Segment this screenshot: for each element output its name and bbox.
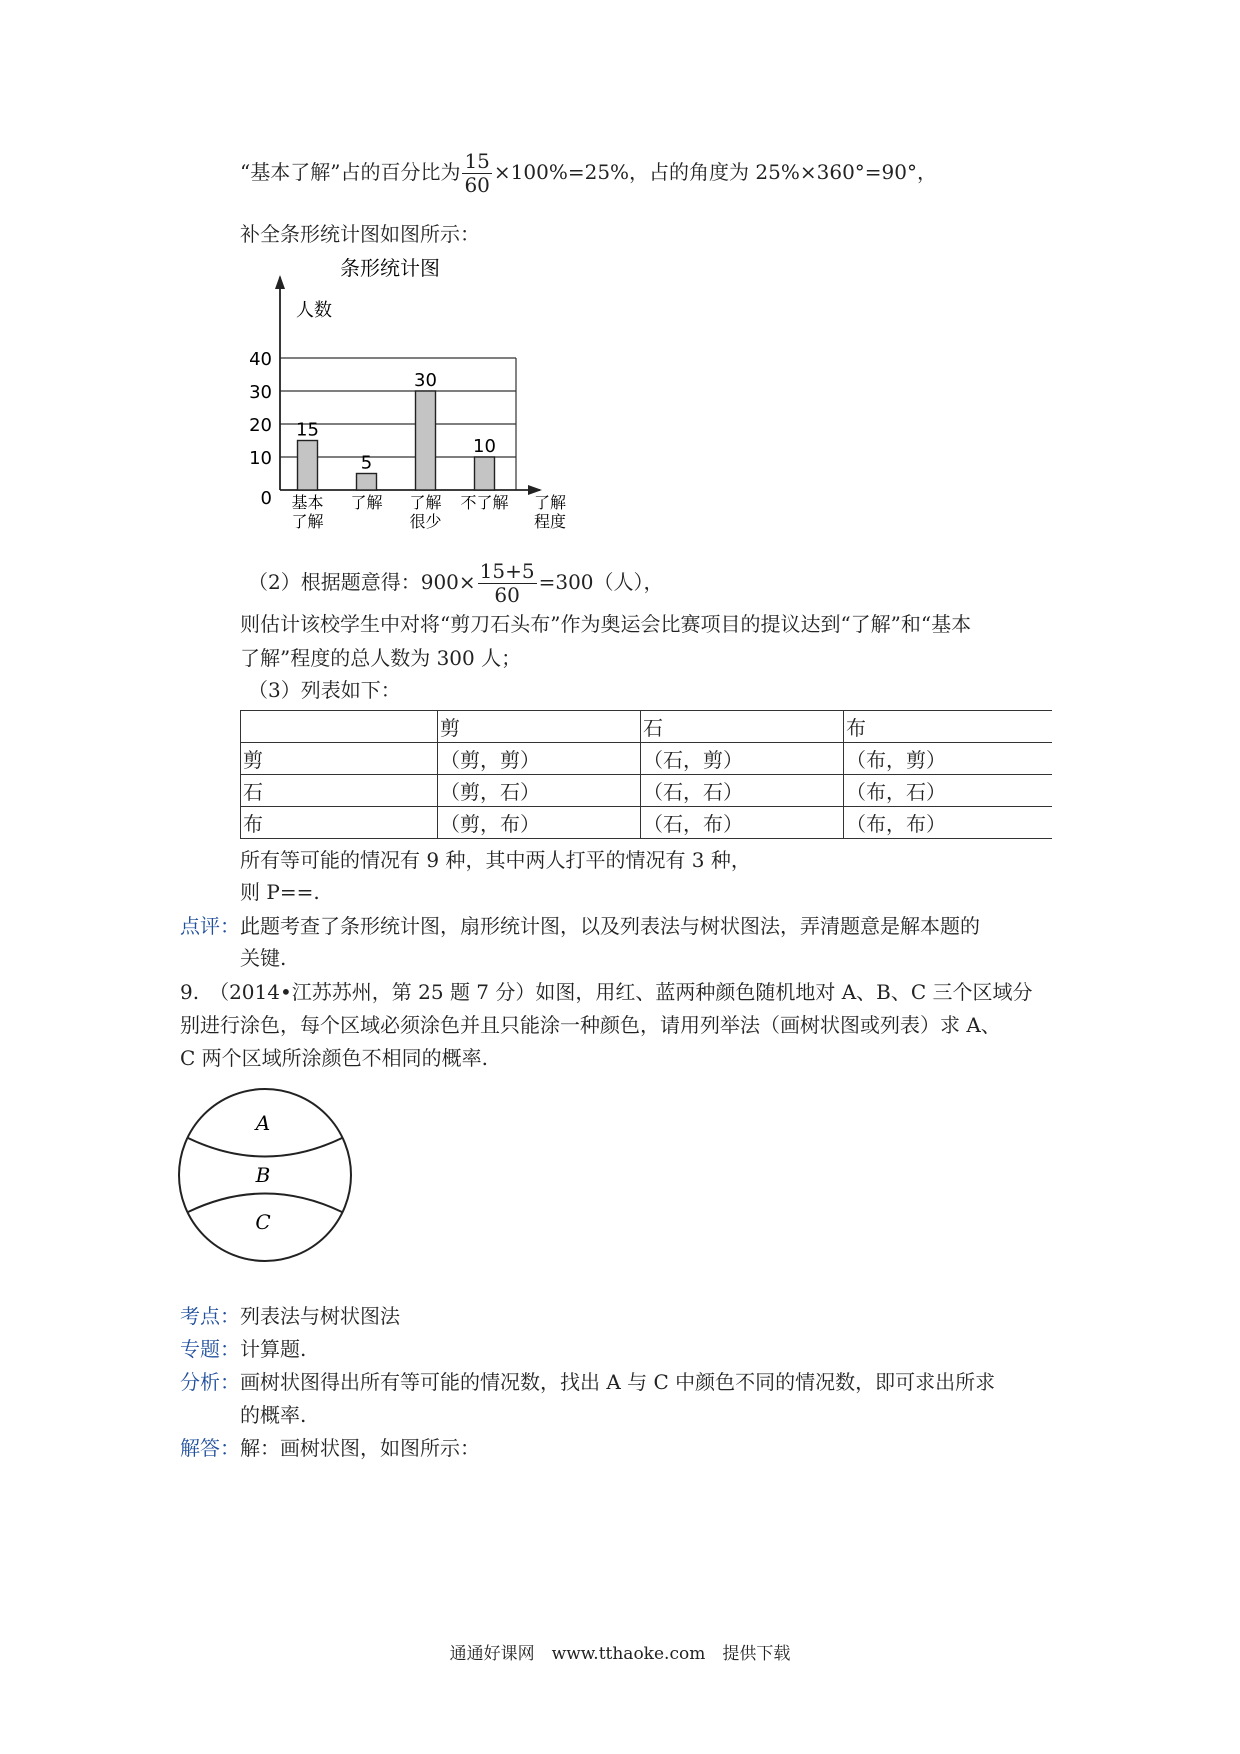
kaodian-label: 考点： — [180, 1304, 240, 1328]
table-cell: （剪，石） — [438, 775, 641, 807]
fenxi-line1 — [180, 1370, 995, 1394]
y-axis-arrow — [275, 275, 285, 289]
fenxi-text-line2: 的概率. — [240, 1403, 307, 1427]
complete-chart-text: 补全条形统计图如图所示： — [240, 222, 480, 246]
kaodian-text: 列表法与树状图法 — [240, 1304, 400, 1328]
x-category-label: 了解 — [350, 493, 383, 512]
jieda-text: 解：画树状图，如图所示： — [240, 1436, 480, 1460]
table-cell: （布，剪） — [844, 743, 1053, 775]
table-cell: （剪，剪） — [438, 743, 641, 775]
table-cell: （石，石） — [641, 775, 844, 807]
bar-data-label: 15 — [296, 419, 319, 441]
comment-line1 — [180, 914, 980, 938]
part2-formula — [248, 560, 664, 607]
part3-conclusion: 所有等可能的情况有 9 种，其中两人打平的情况有 3 种， — [240, 848, 751, 872]
y-axis-label: 人数 — [296, 300, 332, 321]
fraction-15-60 — [462, 150, 491, 197]
outcome-table — [240, 710, 1052, 839]
table-cell: （布，石） — [844, 775, 1053, 807]
bar-chart — [220, 255, 780, 535]
table-row — [241, 775, 1053, 807]
bar — [475, 457, 495, 490]
bar — [298, 441, 318, 491]
percent-line — [240, 150, 937, 197]
x-category-label: 基本 — [291, 493, 324, 512]
chart-title: 条形统计图 — [340, 256, 440, 280]
upper-arc — [188, 1138, 342, 1157]
fenxi-text-line1: 画树状图得出所有等可能的情况数，找出 A 与 C 中颜色不同的情况数，即可求出所求 — [240, 1370, 996, 1394]
percent-line-suffix: ×100%=25%，占的角度为 25%×360°=90°， — [493, 160, 938, 184]
zhuanti-text: 计算题. — [240, 1337, 307, 1361]
x-category-label: 了解 — [291, 512, 324, 531]
comment-label: 点评： — [180, 914, 240, 938]
circle-diagram — [170, 1080, 360, 1270]
comment-text-line1: 此题考查了条形统计图，扇形统计图，以及列表法与树状图法，弄清题意是解本题的 — [240, 914, 980, 938]
table-row — [241, 743, 1053, 775]
table-header-cell: 布 — [844, 711, 1053, 743]
problem9-line1: 9. （2014•江苏苏州，第 25 题 7 分）如图，用红、蓝两种颜色随机地对 A、B、C 三个区域分 — [180, 980, 1033, 1004]
y-tick-label: 20 — [249, 415, 272, 436]
part2-text-line1: 则估计该校学生中对将“剪刀石头布”作为奥运会比赛项目的提议达到“了解”和“基本 — [240, 612, 972, 636]
table-header-row — [241, 711, 1053, 743]
zhuanti-line — [180, 1337, 306, 1361]
fraction-numerator: 15 — [464, 149, 490, 173]
table-cell: （石，剪） — [641, 743, 844, 775]
y-tick-label: 0 — [260, 488, 272, 509]
zhuanti-label: 专题： — [180, 1337, 240, 1361]
problem9-line3: C 两个区域所涂颜色不相同的概率. — [180, 1046, 489, 1070]
table-row-label: 石 — [241, 775, 438, 807]
x-category-label: 了解 — [409, 493, 442, 512]
y-tick-label: 10 — [249, 448, 272, 469]
table-header-cell — [241, 711, 438, 743]
page-footer: 通通好课网 www.tthaoke.com 提供下载 — [449, 1644, 791, 1664]
part2-text-line2: 了解”程度的总人数为 300 人； — [240, 646, 522, 670]
table-row-label: 剪 — [241, 743, 438, 775]
fraction-denominator: 60 — [494, 583, 520, 607]
table-row — [241, 807, 1053, 839]
jieda-line — [180, 1436, 480, 1460]
region-c-label: C — [255, 1210, 271, 1234]
fraction-numerator: 15+5 — [479, 559, 535, 583]
comment-text-line2: 关键. — [240, 946, 287, 970]
bar-data-label: 30 — [414, 370, 437, 391]
bar-data-label: 5 — [360, 452, 373, 474]
x-category-label: 不了解 — [460, 493, 509, 512]
problem9-line2: 别进行涂色，每个区域必须涂色并且只能涂一种颜色，请用列举法（画树状图或列表）求 A、 — [180, 1013, 1001, 1037]
table-cell: （剪，布） — [438, 807, 641, 839]
fraction-15plus5-60 — [478, 560, 537, 607]
y-tick-label: 40 — [249, 349, 272, 370]
part3-intro: （3）列表如下： — [248, 678, 401, 702]
table-header-cell: 石 — [641, 711, 844, 743]
part3-probability: 则 P==. — [240, 880, 320, 904]
part2-prefix: （2）根据题意得：900× — [248, 570, 476, 594]
table-cell: （石，布） — [641, 807, 844, 839]
fraction-denominator: 60 — [464, 173, 490, 197]
jieda-label: 解答： — [180, 1436, 240, 1460]
x-axis-label: 了解 — [533, 493, 567, 512]
table-row-label: 布 — [241, 807, 438, 839]
table-cell: （布，布） — [844, 807, 1053, 839]
percent-line-prefix: “基本了解”占的百分比为 — [240, 160, 461, 184]
x-category-label: 很少 — [409, 512, 442, 531]
bar-data-label: 10 — [473, 436, 496, 457]
x-axis-label: 程度 — [533, 512, 567, 531]
bar — [416, 391, 436, 490]
table-header-cell: 剪 — [438, 711, 641, 743]
fenxi-label: 分析： — [180, 1370, 240, 1394]
kaodian-line — [180, 1304, 400, 1328]
region-b-label: B — [255, 1163, 271, 1187]
region-a-label: A — [255, 1111, 271, 1135]
bar — [357, 474, 377, 491]
part2-suffix: =300（人）， — [538, 570, 664, 594]
y-tick-label: 30 — [249, 382, 272, 403]
